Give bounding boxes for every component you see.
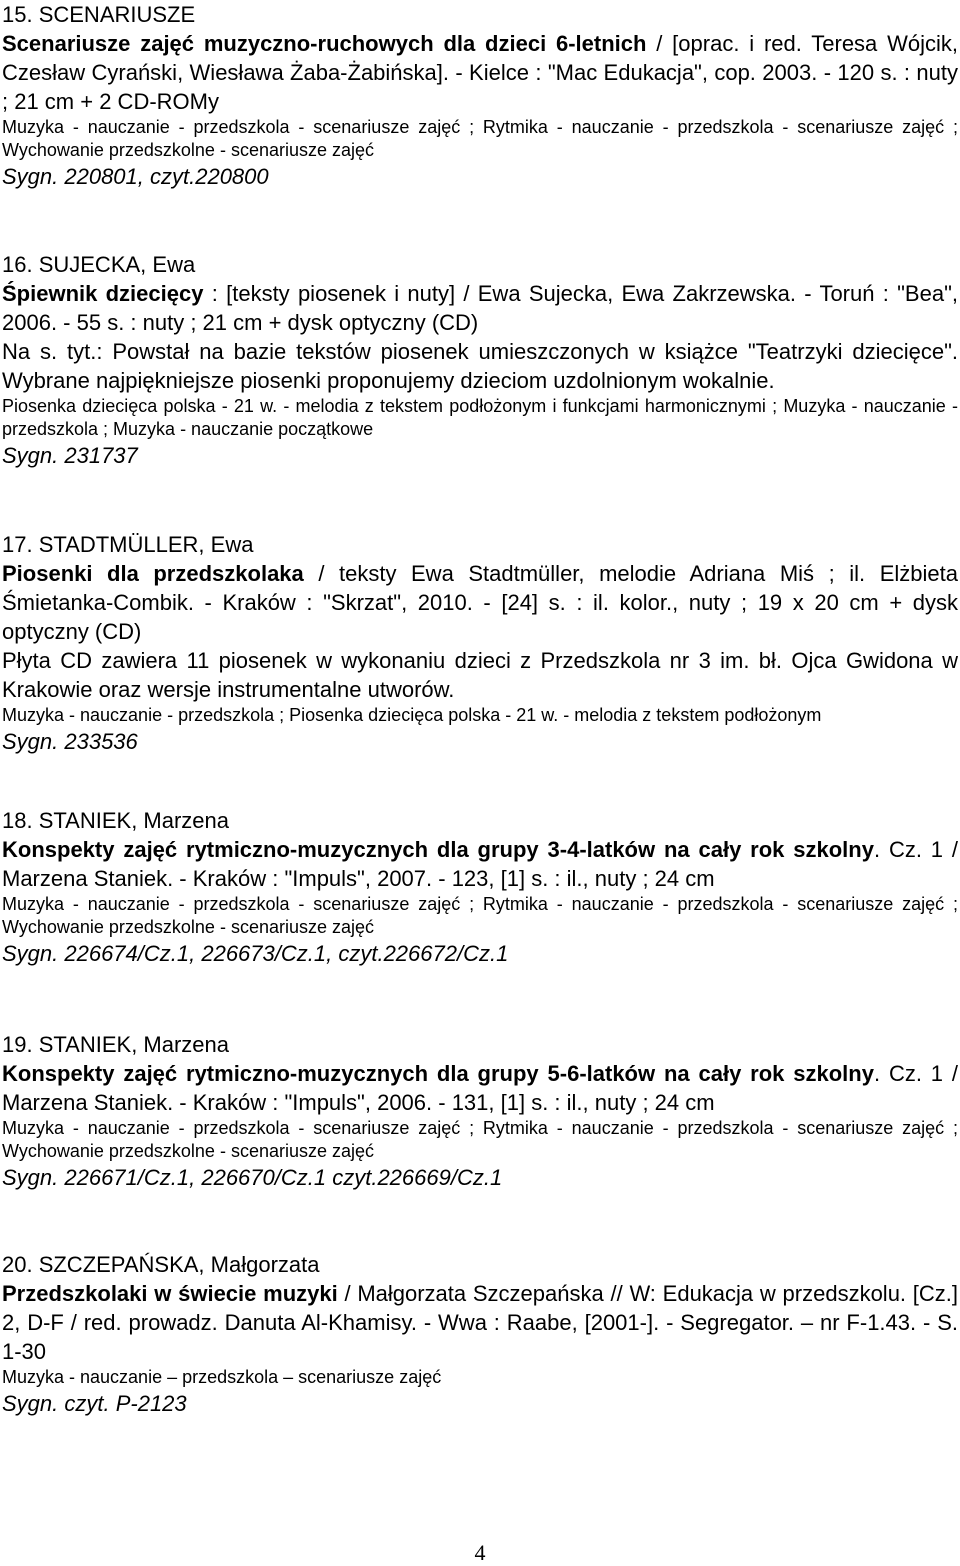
entry-subjects: Muzyka - nauczanie – przedszkola – scenariusze zajęć (2, 1367, 442, 1387)
entry-description (2, 1279, 958, 1366)
entry-subjects: Muzyka - nauczanie - przedszkola - scenariusze zajęć ; Rytmika - nauczanie - przedszkola - scenariusze zajęć ; Wychowanie przedszkolne - scenariusze zajęć (2, 894, 958, 937)
entry-subjects: Muzyka - nauczanie - przedszkola ; Piosenka dziecięca polska - 21 w. - melodia z tekstem podłożonym (2, 705, 822, 725)
entry-15 (2, 0, 958, 191)
entry-description (2, 279, 958, 337)
entry-details: . Cz. 1 / Marzena Staniek. - Kraków : "Impuls", 2006. - 131, [1] s. : il., nuty ; 24 cm (2, 1061, 959, 1115)
entry-title: Przedszkolaki w świecie muzyki (2, 1281, 338, 1306)
entry-signature: Sygn. 226671/Cz.1, 226670/Cz.1 czyt.226669/Cz.1 (2, 1165, 503, 1190)
entry-18 (2, 806, 958, 968)
entry-signature: Sygn. 220801, czyt.220800 (2, 164, 269, 189)
entry-details: / [oprac. i red. Teresa Wójcik, Czesław Cyrański, Wiesława Żaba-Żabińska]. - Kielce : "Mac Edukacja", cop. 2003. - 120 s. : nuty ; 21 cm + 2 CD-ROMy (2, 31, 958, 114)
entry-note: Na s. tyt.: Powstał na bazie tekstów piosenek umieszczonych w książce "Teatrzyki dziecięce". Wybrane najpiękniejsze piosenki proponujemy dzieciom uzdolnionym wokalnie. (2, 339, 958, 393)
entry-description (2, 559, 958, 646)
entry-heading: 16. SUJECKA, Ewa (2, 252, 196, 277)
entry-details: . Cz. 1 / Marzena Staniek. - Kraków : "Impuls", 2007. - 123, [1] s. : il., nuty ; 24 cm (2, 837, 959, 891)
entry-heading: 19. STANIEK, Marzena (2, 1032, 230, 1057)
entry-title: Scenariusze zajęć muzyczno-ruchowych dla dzieci 6-letnich (2, 31, 647, 56)
entry-heading: 18. STANIEK, Marzena (2, 808, 230, 833)
entry-title: Konspekty zajęć rytmiczno-muzycznych dla grupy 5-6-latków na cały rok szkolny (2, 1061, 874, 1086)
entry-17 (2, 530, 958, 756)
page-number: 4 (474, 1540, 486, 1565)
entry-title: Piosenki dla przedszkolaka (2, 561, 304, 586)
entry-description (2, 835, 958, 893)
entry-subjects: Muzyka - nauczanie - przedszkola - scenariusze zajęć ; Rytmika - nauczanie - przedszkola - scenariusze zajęć ; Wychowanie przedszkolne - scenariusze zajęć (2, 1118, 958, 1161)
entry-signature: Sygn. 233536 (2, 729, 138, 754)
entry-details: : [teksty piosenek i nuty] / Ewa Sujecka, Ewa Zakrzewska. - Toruń : "Bea", 2006. - 55 s. : nuty ; 21 cm + dysk optyczny (CD) (2, 281, 958, 335)
entry-subjects: Piosenka dziecięca polska - 21 w. - melodia z tekstem podłożonym i funkcjami harmonicznymi ; Muzyka - nauczanie - przedszkola ; Muzyka - nauczanie początkowe (2, 396, 958, 439)
entry-20 (2, 1250, 958, 1418)
entry-heading: 15. SCENARIUSZE (2, 2, 196, 27)
entry-description (2, 29, 958, 116)
entry-description (2, 1059, 958, 1117)
entry-title: Konspekty zajęć rytmiczno-muzycznych dla grupy 3-4-latków na cały rok szkolny (2, 837, 874, 862)
entry-details: / teksty Ewa Stadtmüller, melodie Adriana Miś ; il. Elżbieta Śmietanka-Combik. - Kraków : "Skrzat", 2010. - [24] s. : il. kolor., nuty ; 19 x 20 cm + dysk optyczny (CD) (2, 561, 958, 644)
entry-19 (2, 1030, 958, 1192)
entry-signature: Sygn. 231737 (2, 443, 138, 468)
entry-16 (2, 250, 958, 470)
entry-note: Płyta CD zawiera 11 piosenek w wykonaniu dzieci z Przedszkola nr 3 im. bł. Ojca Gwidona w Krakowie oraz wersje instrumentalne utworów. (2, 648, 958, 702)
entry-title: Śpiewnik dziecięcy (2, 281, 204, 306)
entry-heading: 20. SZCZEPAŃSKA, Małgorzata (2, 1252, 320, 1277)
entry-subjects: Muzyka - nauczanie - przedszkola - scenariusze zajęć ; Rytmika - nauczanie - przedszkola - scenariusze zajęć ; Wychowanie przedszkolne - scenariusze zajęć (2, 117, 958, 160)
entry-details: / Małgorzata Szczepańska // W: Edukacja w przedszkolu. [Cz.] 2, D-F / red. prowadz. Danuta Al-Khamisy. - Wwa : Raabe, [2001-]. - Segregator. – nr F-1.43. - S. 1-30 (2, 1281, 959, 1364)
entry-heading: 17. STADTMÜLLER, Ewa (2, 532, 254, 557)
entry-signature: Sygn. 226674/Cz.1, 226673/Cz.1, czyt.226672/Cz.1 (2, 941, 509, 966)
entry-signature: Sygn. czyt. P-2123 (2, 1391, 187, 1416)
